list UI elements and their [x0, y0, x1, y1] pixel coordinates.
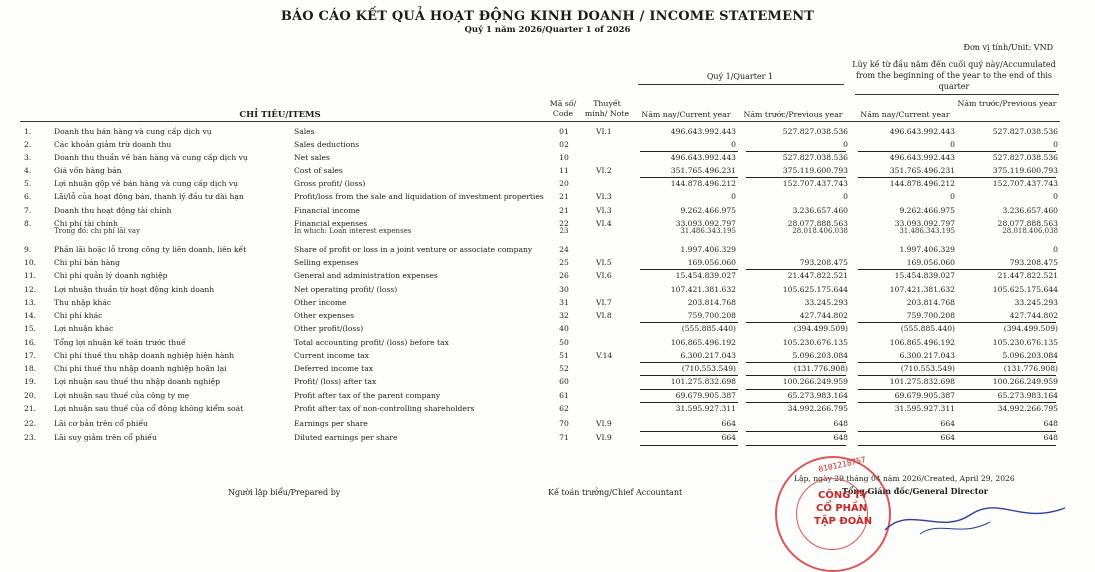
row-number: 6. [24, 192, 32, 201]
row-number: 16. [24, 338, 37, 347]
total-underline [956, 269, 1056, 270]
previous-year-value: 21.447.822.521 [787, 271, 848, 280]
director-signature [880, 500, 1070, 540]
item-name-vi: Chi phí bán hàng [54, 258, 121, 267]
accum-previous-year-value: 100.266.249.959 [992, 377, 1058, 386]
accum-previous-year-value: 105.230.676.135 [992, 338, 1058, 347]
current-year-value: (710.553.549) [681, 364, 736, 373]
item-name-vi: Lợi nhuận khác [54, 324, 114, 333]
total-underline [858, 362, 956, 363]
accum-previous-year-value: 65.273.983.164 [997, 391, 1058, 400]
table-row [0, 192, 1095, 204]
accum-current-year-value: 33.093.092.797 [894, 219, 955, 228]
row-number: 13. [24, 298, 37, 307]
current-year-value: 203.814.768 [687, 298, 736, 307]
previous-year-value: 0 [843, 192, 848, 201]
item-name-vi: Doanh thu thuần về bán hàng và cung cấp dịch vụ [54, 153, 248, 162]
current-year-value: 101.275.832.698 [670, 377, 736, 386]
item-name-vi: Lợi nhuận thuần từ hoạt động kinh doanh [54, 285, 215, 294]
item-note: VI.3 [596, 192, 612, 201]
item-code: 51 [559, 351, 569, 360]
item-name-en: Diluted earnings per share [294, 433, 398, 442]
total-underline [746, 151, 846, 152]
accum-current-year-value: 69.679.905.387 [894, 391, 955, 400]
item-name-en: Total accounting profit/ (loss) before tax [294, 338, 449, 347]
seal-tax-code: 0101218757 [817, 455, 867, 474]
total-underline [640, 269, 738, 270]
item-code: 23 [559, 227, 569, 235]
row-number: 17. [24, 351, 37, 360]
total-underline [956, 375, 1056, 376]
current-year-value: 15.454.839.027 [675, 271, 736, 280]
current-year-value: 33.093.092.797 [675, 219, 736, 228]
row-number: 5. [24, 179, 32, 188]
item-name-vi: Lợi nhuận gộp về bán hàng và cung cấp dịch vụ [54, 179, 239, 188]
item-note: VI.1 [596, 127, 612, 136]
item-note: V.14 [596, 351, 613, 360]
item-code: 02 [559, 140, 569, 149]
current-year-value: 664 [721, 433, 736, 442]
accum-current-year-value: 1.997.406.329 [899, 245, 955, 254]
accum-current-year-value: 6.300.217.043 [899, 351, 955, 360]
current-year-value: 69.679.905.387 [675, 391, 736, 400]
accum-previous-year-value: 793.208.475 [1009, 258, 1058, 267]
accum-current-year-value: 31.595.927.311 [894, 404, 955, 413]
total-underline [746, 269, 846, 270]
item-code: 61 [559, 391, 569, 400]
total-underline [858, 445, 956, 446]
table-row [0, 324, 1095, 336]
table-row [0, 377, 1095, 389]
current-year-value: 106.865.496.192 [670, 338, 736, 347]
accum-previous-year-value: 105.625.175.644 [992, 285, 1058, 294]
item-code: 31 [559, 298, 569, 307]
row-number: 4. [24, 166, 32, 175]
current-year-value: 6.300.217.043 [680, 351, 736, 360]
accum-current-year-value: 106.865.496.192 [889, 338, 955, 347]
item-name-en: Sales deductions [294, 140, 360, 149]
prepared-by-label: Người lập biểu/Prepared by [228, 488, 341, 497]
previous-year-value: 105.625.175.644 [782, 285, 848, 294]
item-note: VI.2 [596, 166, 612, 175]
item-name-vi: Doanh thu hoạt động tài chính [54, 206, 172, 215]
previous-year-value: 648 [833, 433, 848, 442]
item-name-en: Profit/loss from the sale and liquidation of investment properties [294, 192, 544, 201]
row-number: 10. [24, 258, 37, 267]
previous-year-value: 0 [843, 140, 848, 149]
item-note: VI.9 [596, 433, 612, 442]
row-number: 9. [24, 245, 32, 254]
accum-current-year-value: 0 [950, 192, 955, 201]
item-note: VI.5 [596, 258, 612, 267]
item-name-vi: Trong đó: chi phí lãi vay [54, 227, 141, 235]
row-number: 3. [24, 153, 32, 162]
total-underline [746, 402, 846, 403]
table-row [0, 179, 1095, 191]
total-underline [746, 389, 846, 390]
accum-previous-year-value: 3.236.657.460 [1002, 206, 1058, 215]
accum-previous-year-value: 648 [1043, 419, 1058, 428]
accum-current-year-value: 15.454.839.027 [894, 271, 955, 280]
total-underline [956, 322, 1056, 323]
previous-year-value: 65.273.983.164 [787, 391, 848, 400]
row-number: 19. [24, 377, 37, 386]
item-code: 21 [559, 192, 569, 201]
accum-previous-year-value: 28.018.406.038 [1002, 227, 1058, 235]
table-row [0, 298, 1095, 310]
quarter-header-rule [638, 84, 844, 85]
item-name-vi: Tổng lợi nhuận kế toán trước thuế [54, 338, 186, 347]
item-name-vi: Lãi/lỗ của hoạt động bán, thanh lý đầu tư dài hạn [54, 192, 244, 201]
row-number: 20. [24, 391, 37, 400]
item-note: VI.4 [596, 219, 612, 228]
accum-current-year-value: 31.486.343.195 [899, 227, 955, 235]
accum-previous-year-value: 0 [1053, 192, 1058, 201]
item-name-vi: Lãi suy giảm trên cổ phiếu [54, 433, 157, 442]
total-underline [956, 362, 1056, 363]
item-code: 22 [559, 219, 569, 228]
accum-header-rule [855, 94, 1059, 95]
item-name-vi: Lợi nhuận sau thuế của cổ đông không kiểm soát [54, 404, 244, 413]
created-date: Lập, ngày 29 tháng 04 năm 2026/Created, April 29, 2026 [794, 474, 1015, 483]
note-column-header: Thuyết minh/ Note [584, 99, 630, 118]
table-row [0, 404, 1095, 416]
current-year-value: 0 [731, 140, 736, 149]
total-underline [640, 322, 738, 323]
current-year-value: 496.643.992.443 [670, 127, 736, 136]
accum-previous-year-value: 33.245.293 [1014, 298, 1058, 307]
item-code: 50 [559, 338, 569, 347]
row-number: 12. [24, 285, 37, 294]
total-underline [640, 375, 738, 376]
total-underline [640, 389, 738, 390]
current-year-value: 31.486.343.195 [680, 227, 736, 235]
accum-current-year-header: Năm nay/Current year [860, 110, 950, 119]
row-number: 23. [24, 433, 37, 442]
item-note: VI.9 [596, 419, 612, 428]
general-director-label: Tổng Giám đốc/General Director [842, 486, 988, 496]
item-name-en: Cost of sales [294, 166, 343, 175]
current-year-value: 664 [721, 419, 736, 428]
seal-text-line3: TẬP ĐOÀN [814, 516, 873, 527]
previous-year-value: 152.707.437.743 [782, 179, 848, 188]
accum-current-year-value: (710.553.549) [900, 364, 955, 373]
total-underline [640, 362, 738, 363]
item-name-en: General and administration expenses [294, 271, 438, 280]
accum-previous-year-value: 0 [1053, 245, 1058, 254]
item-name-vi: Chi phí thuế thu nhập doanh nghiệp hiện hành [54, 351, 235, 360]
current-year-value: 31.595.927.311 [675, 404, 736, 413]
row-number: 8. [24, 219, 32, 228]
current-year-value: 107.421.381.632 [670, 285, 736, 294]
accum-current-year-value: 101.275.832.698 [889, 377, 955, 386]
table-row [0, 338, 1095, 350]
current-year-header: Năm nay/Current year [641, 110, 731, 119]
current-year-value: 169.056.060 [687, 258, 736, 267]
item-name-vi: Doanh thu bán hàng và cung cấp dịch vụ [54, 127, 212, 136]
accum-current-year-value: 351.765.496.231 [889, 166, 955, 175]
table-row [0, 227, 1095, 239]
accum-current-year-value: 169.056.060 [906, 258, 955, 267]
previous-year-value: 105.230.676.135 [782, 338, 848, 347]
item-name-en: Other expenses [294, 311, 355, 320]
item-name-en: Current income tax [294, 351, 369, 360]
item-name-en: Profit after tax of non-controlling shareholders [294, 404, 475, 413]
item-name-en: Other profit/(loss) [294, 324, 364, 333]
chief-accountant-label: Kế toán trưởng/Chief Accountant [548, 488, 683, 497]
row-number: 14. [24, 311, 37, 320]
item-note: VI.6 [596, 271, 612, 280]
row-number: 7. [24, 206, 32, 215]
code-column-header: Mã số/ Code [549, 99, 577, 118]
item-name-vi: Chi phí tài chính [54, 219, 118, 228]
accum-current-year-value: 9.262.466.975 [899, 206, 955, 215]
accum-previous-year-value: (131.776.908) [1003, 364, 1058, 373]
total-underline [858, 177, 956, 178]
item-name-vi: Chi phí khác [54, 311, 103, 320]
total-underline [858, 431, 956, 432]
item-code: 70 [559, 419, 569, 428]
row-number: 11. [24, 271, 37, 280]
previous-year-value: (394.499.509) [793, 324, 848, 333]
item-code: 26 [559, 271, 569, 280]
item-code: 11 [559, 166, 569, 175]
previous-year-header: Năm trước/Previous year [743, 110, 843, 119]
current-year-value: 9.262.466.975 [680, 206, 736, 215]
item-name-en: Deferred income tax [294, 364, 374, 373]
current-year-value: 496.643.992.443 [670, 153, 736, 162]
total-underline [956, 445, 1056, 446]
item-name-en: Sales [294, 127, 315, 136]
item-code: 60 [559, 377, 569, 386]
current-year-value: 759.700.208 [687, 311, 736, 320]
row-number: 21. [24, 404, 37, 413]
table-row [0, 271, 1095, 283]
report-title: BÁO CÁO KẾT QUẢ HOẠT ĐỘNG KINH DOANH / INCOME STATEMENT [280, 9, 815, 24]
accum-previous-year-value: 527.827.038.536 [992, 153, 1058, 162]
accum-previous-year-value: 28.077.888.563 [997, 219, 1058, 228]
previous-year-value: (131.776.908) [793, 364, 848, 373]
item-note: VI.3 [596, 206, 612, 215]
accum-previous-year-value: 375.119.600.793 [992, 166, 1058, 175]
table-row [0, 206, 1095, 218]
total-underline [746, 177, 846, 178]
report-period: Quý 1 năm 2026/Quarter 1 of 2026 [464, 25, 631, 35]
accum-current-year-value: 664 [940, 433, 955, 442]
item-code: 21 [559, 206, 569, 215]
item-name-vi: Chi phí thuế thu nhập doanh nghiệp hoãn lại [54, 364, 227, 373]
item-code: 25 [559, 258, 569, 267]
accum-previous-year-value: 5.096.203.084 [1002, 351, 1058, 360]
accum-current-year-value: 664 [940, 419, 955, 428]
previous-year-value: 527.827.038.536 [782, 127, 848, 136]
item-name-vi: Chi phí quản lý doanh nghiệp [54, 271, 168, 280]
accum-current-year-value: 203.814.768 [906, 298, 955, 307]
current-year-value: 144.878.496.212 [670, 179, 736, 188]
total-underline [640, 177, 738, 178]
total-underline [956, 431, 1056, 432]
total-underline [746, 362, 846, 363]
accum-current-year-value: 496.643.992.443 [889, 153, 955, 162]
item-name-en: Profit after tax of the parent company [294, 391, 441, 400]
accum-previous-year-value: 427.744.802 [1009, 311, 1058, 320]
item-name-en: Net sales [294, 153, 330, 162]
items-column-header: CHỈ TIÊU/ITEMS [239, 110, 321, 120]
previous-year-value: 28.018.406.038 [792, 227, 848, 235]
total-underline [956, 151, 1056, 152]
accum-current-year-value: 107.421.381.632 [889, 285, 955, 294]
item-code: 32 [559, 311, 569, 320]
total-underline [858, 151, 956, 152]
item-name-en: Financial income [294, 206, 360, 215]
accum-previous-year-value: (394.499.509) [1003, 324, 1058, 333]
total-underline [746, 322, 846, 323]
total-underline [956, 389, 1056, 390]
previous-year-value: 34.992.266.795 [787, 404, 848, 413]
item-name-en: Profit/ (loss) after tax [294, 377, 377, 386]
total-underline [956, 402, 1056, 403]
table-row [0, 127, 1095, 139]
row-number: 15. [24, 324, 37, 333]
total-underline [746, 375, 846, 376]
item-name-vi: Các khoản giảm trừ doanh thu [54, 140, 172, 149]
total-underline [956, 177, 1056, 178]
accum-previous-year-value: 152.707.437.743 [992, 179, 1058, 188]
current-year-value: 1.997.406.329 [680, 245, 736, 254]
row-number: 2. [24, 140, 32, 149]
accum-current-year-value: 0 [950, 140, 955, 149]
item-name-vi: Lợi nhuận sau thuế thu nhập doanh nghiệp [54, 377, 221, 386]
item-name-vi: Giá vốn hàng bán [54, 166, 122, 175]
total-underline [858, 375, 956, 376]
item-name-vi: Phần lãi hoặc lỗ trong công ty liên doanh, liên kết [54, 245, 247, 254]
current-year-value: 351.765.496.231 [670, 166, 736, 175]
table-row [0, 285, 1095, 297]
table-row [0, 433, 1095, 445]
row-number: 18. [24, 364, 37, 373]
seal-text-line1: CÔNG TY [818, 490, 868, 501]
item-code: 01 [559, 127, 569, 136]
item-name-vi: Lợi nhuận sau thuế của công ty mẹ [54, 391, 190, 400]
item-code: 52 [559, 364, 569, 373]
accum-current-year-value: 144.878.496.212 [889, 179, 955, 188]
item-code: 40 [559, 324, 569, 333]
accum-current-year-value: (555.885.440) [900, 324, 955, 333]
total-underline [746, 445, 846, 446]
table-row [0, 419, 1095, 431]
accum-previous-year-value: 0 [1053, 140, 1058, 149]
item-name-vi: Thu nhập khác [54, 298, 112, 307]
item-name-en: Net operating profit/ (loss) [294, 285, 398, 294]
accum-previous-year-value: 21.447.822.521 [997, 271, 1058, 280]
previous-year-value: 375.119.600.793 [782, 166, 848, 175]
total-underline [640, 151, 738, 152]
item-name-en: Other income [294, 298, 347, 307]
item-name-en: Gross profit/ (loss) [294, 179, 366, 188]
item-note: VI.8 [596, 311, 612, 320]
currency-unit: Đơn vị tính/Unit: VND [963, 43, 1053, 52]
previous-year-value: 33.245.293 [804, 298, 848, 307]
accum-previous-year-value: 527.827.038.536 [992, 127, 1058, 136]
total-underline [746, 431, 846, 432]
item-code: 71 [559, 433, 569, 442]
total-underline [640, 402, 738, 403]
item-code: 10 [559, 153, 569, 162]
total-underline [858, 402, 956, 403]
total-underline [640, 431, 738, 432]
previous-year-value: 527.827.038.536 [782, 153, 848, 162]
item-name-en: Selling expenses [294, 258, 359, 267]
total-underline [858, 269, 956, 270]
current-year-value: 0 [731, 192, 736, 201]
accumulated-header: Lũy kế từ đầu năm đến cuối quý này/Accumulated from the beginning of the year to the end of this quarter [852, 60, 1056, 91]
accum-previous-year-header: Năm trước/Previous year [957, 99, 1057, 108]
current-year-value: (555.885.440) [681, 324, 736, 333]
seal-text-line2: CỔ PHẦN [816, 503, 868, 514]
total-underline [640, 445, 738, 446]
accum-current-year-value: 496.643.992.443 [889, 127, 955, 136]
previous-year-value: 793.208.475 [799, 258, 848, 267]
accum-previous-year-value: 648 [1043, 433, 1058, 442]
table-row [0, 245, 1095, 257]
item-note: VI.7 [596, 298, 612, 307]
previous-year-value: 3.236.657.460 [792, 206, 848, 215]
item-code: 30 [559, 285, 569, 294]
previous-year-value: 100.266.249.959 [782, 377, 848, 386]
total-underline [858, 322, 956, 323]
previous-year-value: 648 [833, 419, 848, 428]
previous-year-value: 28.077.888.563 [787, 219, 848, 228]
accum-current-year-value: 759.700.208 [906, 311, 955, 320]
item-name-en: Financial expenses [294, 219, 368, 228]
company-seal-inner-ring [796, 478, 868, 550]
item-code: 20 [559, 179, 569, 188]
item-name-en: Share of profit or loss in a joint venture or associate company [294, 245, 533, 254]
total-underline [858, 389, 956, 390]
item-code: 62 [559, 404, 569, 413]
previous-year-value: 427.744.802 [799, 311, 848, 320]
row-number: 22. [24, 419, 37, 428]
previous-year-value: 5.096.203.084 [792, 351, 848, 360]
table-row [0, 153, 1095, 165]
accum-previous-year-value: 34.992.266.795 [997, 404, 1058, 413]
item-name-en: In which: Loan interest expenses [294, 227, 412, 235]
item-name-vi: Lãi cơ bản trên cổ phiếu [54, 419, 148, 428]
row-number: 1. [24, 127, 32, 136]
quarter-header: Quý 1/Quarter 1 [706, 72, 774, 81]
header-bottom-rule [20, 121, 1060, 122]
item-name-en: Earnings per share [294, 419, 368, 428]
item-code: 24 [559, 245, 569, 254]
